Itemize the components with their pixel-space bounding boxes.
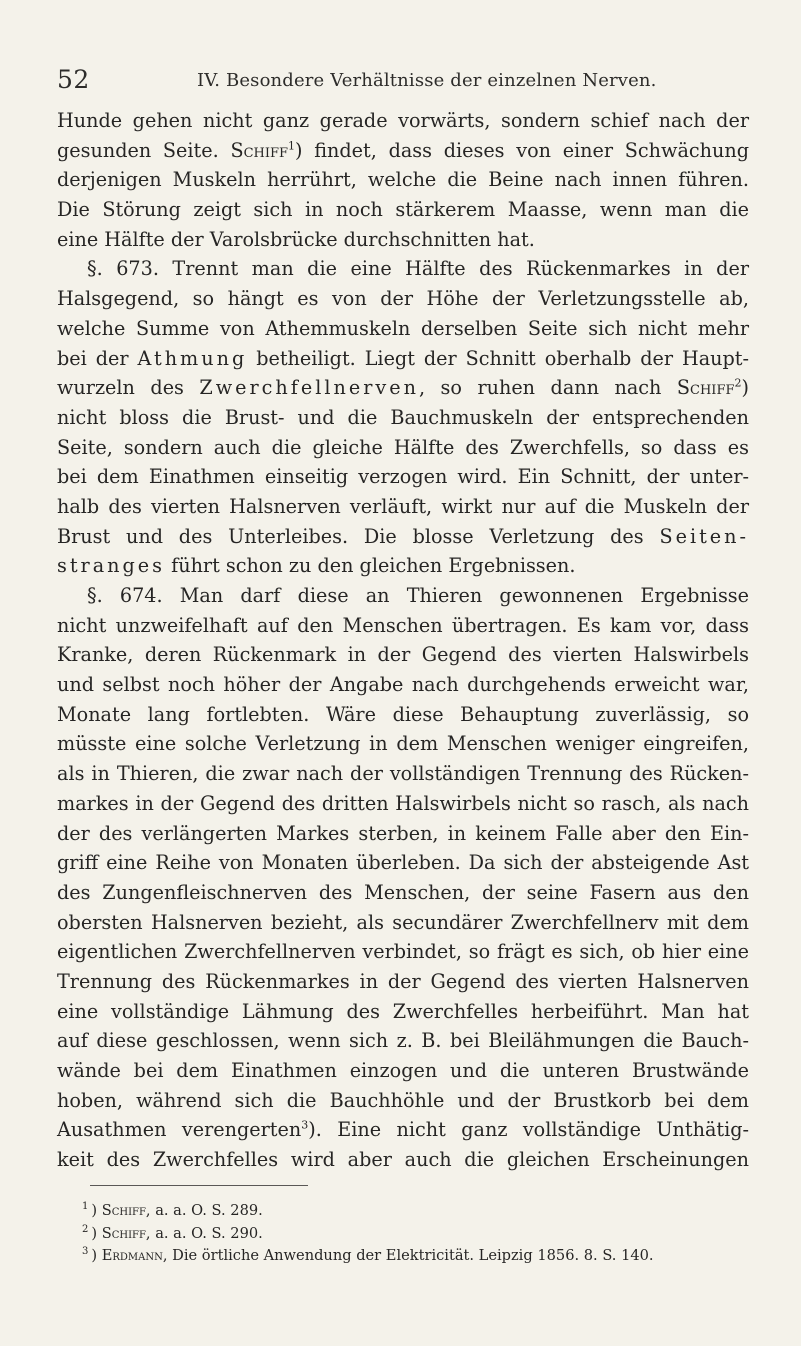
author-name: Schiff xyxy=(676,376,735,400)
text-run: Die Störung zeigt sich in noch stärkerem Maasse, wenn man die xyxy=(57,198,749,222)
text-line xyxy=(57,640,749,670)
text-line xyxy=(57,1056,749,1086)
footnote-reference[interactable]: 3 xyxy=(301,1118,309,1132)
text-run: , so ruhen dann nach xyxy=(418,376,677,400)
footnote-mark: 1 xyxy=(82,1201,89,1213)
text-run: wände bei dem Einathmen einzogen und die unteren Brustwände xyxy=(57,1059,749,1082)
text-run: ). Eine nicht ganz vollständige Unthätig- xyxy=(308,1118,749,1142)
text-line xyxy=(57,225,749,255)
author-name: Schiff xyxy=(101,1202,146,1219)
text-run: derjenigen Muskeln herrührt, welche die Beine nach innen führen. xyxy=(57,168,749,192)
text-line xyxy=(57,937,749,967)
text-run: §. 674. Man darf diese an Thieren gewonnenen Ergebnisse xyxy=(87,584,749,607)
text-line xyxy=(57,908,749,938)
text-run: nicht bloss die Brust- und die Bauchmuskeln der entsprechenden xyxy=(57,405,749,429)
text-run: Monate lang fortlebten. Wäre diese Behauptung zuverlässig, so xyxy=(57,702,749,726)
text-run: der des verlängerten Markes sterben, in keinem Falle aber den Ein- xyxy=(57,821,749,845)
text-run: Kranke, deren Rückenmark in der Gegend des vierten Halswirbels xyxy=(57,643,749,667)
page-header xyxy=(57,65,757,95)
text-run: nicht unzweifelhaft auf den Menschen übertragen. Es kam vor, dass xyxy=(57,613,749,637)
emphasized-term: Seiten- xyxy=(659,524,749,548)
text-run: Hunde gehen nicht ganz gerade vorwärts, sondern schief nach der xyxy=(57,109,749,132)
text-run: Trennung des Rückenmarkes in der Gegend des vierten Halsnerven xyxy=(57,969,749,993)
text-line xyxy=(57,670,749,700)
text-run: wurzeln des xyxy=(57,376,200,400)
text-line xyxy=(57,729,749,759)
text-run: markes in der Gegend des dritten Halswirbels nicht so rasch, als nach xyxy=(57,791,749,815)
text-run: welche Summe von Athemmuskeln derselben Seite sich nicht mehr xyxy=(57,316,749,340)
text-run: führt schon zu den gleichen Ergebnissen. xyxy=(165,554,576,578)
text-line xyxy=(57,1115,749,1145)
text-line xyxy=(57,195,749,225)
text-run: eine vollständige Lähmung des Zwerchfelles herbeiführt. Man hat xyxy=(57,999,749,1023)
emphasized-term: Athmung xyxy=(137,346,248,370)
footnote-mark: 3 xyxy=(82,1246,89,1258)
text-run: betheiligt. Liegt der Schnitt oberhalb der Haupt- xyxy=(247,346,749,370)
text-line xyxy=(57,106,749,136)
text-run: Brust und des Unterleibes. Die blosse Verletzung des xyxy=(57,524,660,548)
text-run: müsste eine solche Verletzung in dem Menschen weniger eingreifen, xyxy=(57,732,749,756)
text-line xyxy=(57,848,749,878)
text-line xyxy=(57,1086,749,1116)
author-name: Erdmann xyxy=(101,1247,163,1264)
text-run: hoben, während sich die Bauchhöhle und der Brustkorb bei dem xyxy=(57,1088,749,1112)
text-run: eigentlichen Zwerchfellnerven verbindet, so frägt es sich, ob hier eine xyxy=(57,940,749,964)
text-run: und selbst noch höher der Angabe nach durchgehends erweicht war, xyxy=(57,673,749,697)
text-line xyxy=(57,611,749,641)
footnote xyxy=(82,1200,762,1223)
text-run: ) findet, dass dieses von einer Schwächung xyxy=(295,138,749,162)
text-line xyxy=(57,136,749,166)
text-run: griff eine Reihe von Monaten überleben. Da sich der absteigende Ast xyxy=(57,851,749,875)
text-run: ) xyxy=(91,1247,102,1264)
text-line xyxy=(57,1145,749,1175)
text-line xyxy=(57,1026,749,1056)
footnote-mark: 2 xyxy=(82,1223,89,1235)
text-run: , a. a. O. S. 289. xyxy=(145,1202,263,1219)
text-run: Halsgegend, so hängt es von der Höhe der Verletzungsstelle ab, xyxy=(57,287,749,311)
text-line xyxy=(57,344,749,374)
text-run: halb des vierten Halsnerven verläuft, wirkt nur auf die Muskeln der xyxy=(57,494,749,518)
text-run: bei dem Einathmen einseitig verzogen wird. Ein Schnitt, der unter- xyxy=(57,465,749,489)
text-line xyxy=(57,403,749,433)
text-run: Seite, sondern auch die gleiche Hälfte des Zwerchfells, so dass es xyxy=(57,435,749,459)
text-line xyxy=(57,997,749,1027)
text-line xyxy=(57,284,749,314)
footnote-separator xyxy=(90,1185,308,1186)
footnote-reference[interactable]: 1 xyxy=(288,139,296,153)
text-run: §. 673. Trennt man die eine Hälfte des Rückenmarkes in der xyxy=(87,257,749,281)
text-run: Ausathmen verengerten xyxy=(57,1118,302,1142)
body-text xyxy=(57,106,749,1175)
text-run: eine Hälfte der Varolsbrücke durchschnitten hat. xyxy=(57,227,535,251)
text-run: obersten Halsnerven bezieht, als secundärer Zwerchfellnerv mit dem xyxy=(57,910,749,934)
footnote xyxy=(82,1245,762,1268)
text-run: gesunden Seite. xyxy=(57,138,231,162)
text-run: bei der xyxy=(57,346,138,370)
text-run: ) xyxy=(91,1224,102,1242)
text-run: , Die örtliche Anwendung der Elektricität. Leipzig 1856. 8. S. 140. xyxy=(162,1247,654,1264)
text-line xyxy=(57,878,749,908)
text-line xyxy=(57,492,749,522)
text-line xyxy=(57,759,749,789)
text-line xyxy=(57,522,749,552)
emphasized-term: stranges xyxy=(57,554,166,578)
text-line xyxy=(57,967,749,997)
text-run: keit des Zwerchfelles wird aber auch die gleichen Erscheinungen xyxy=(57,1148,749,1172)
text-run: als in Thieren, die zwar nach der vollständigen Trennung des Rücken- xyxy=(57,762,749,786)
text-line xyxy=(57,165,749,195)
text-line xyxy=(57,462,749,492)
footnote xyxy=(82,1223,762,1246)
emphasized-term: Zwerchfellnerven xyxy=(199,376,419,400)
footnote-reference[interactable]: 2 xyxy=(734,376,742,390)
text-line xyxy=(57,254,749,284)
text-run: ) xyxy=(741,376,749,400)
text-line xyxy=(57,433,749,463)
text-line xyxy=(57,581,749,611)
text-line xyxy=(57,819,749,849)
text-line xyxy=(57,314,749,344)
text-run: ) xyxy=(91,1202,102,1219)
page-number: 52 xyxy=(57,65,90,94)
author-name: Schiff xyxy=(101,1224,146,1242)
text-line xyxy=(57,551,749,581)
text-line xyxy=(57,700,749,730)
text-run: auf diese geschlossen, wenn sich z. B. bei Bleilähmungen die Bauch- xyxy=(57,1029,749,1053)
running-head: IV. Besondere Verhältnisse der einzelnen Nerven. xyxy=(197,70,657,91)
text-run: des Zungenfleischnerven des Menschen, der seine Fasern aus den xyxy=(57,880,749,904)
text-line xyxy=(57,373,749,403)
text-line xyxy=(57,789,749,819)
footnotes xyxy=(82,1200,762,1268)
author-name: Schiff xyxy=(230,138,289,162)
text-run: , a. a. O. S. 290. xyxy=(145,1224,263,1242)
